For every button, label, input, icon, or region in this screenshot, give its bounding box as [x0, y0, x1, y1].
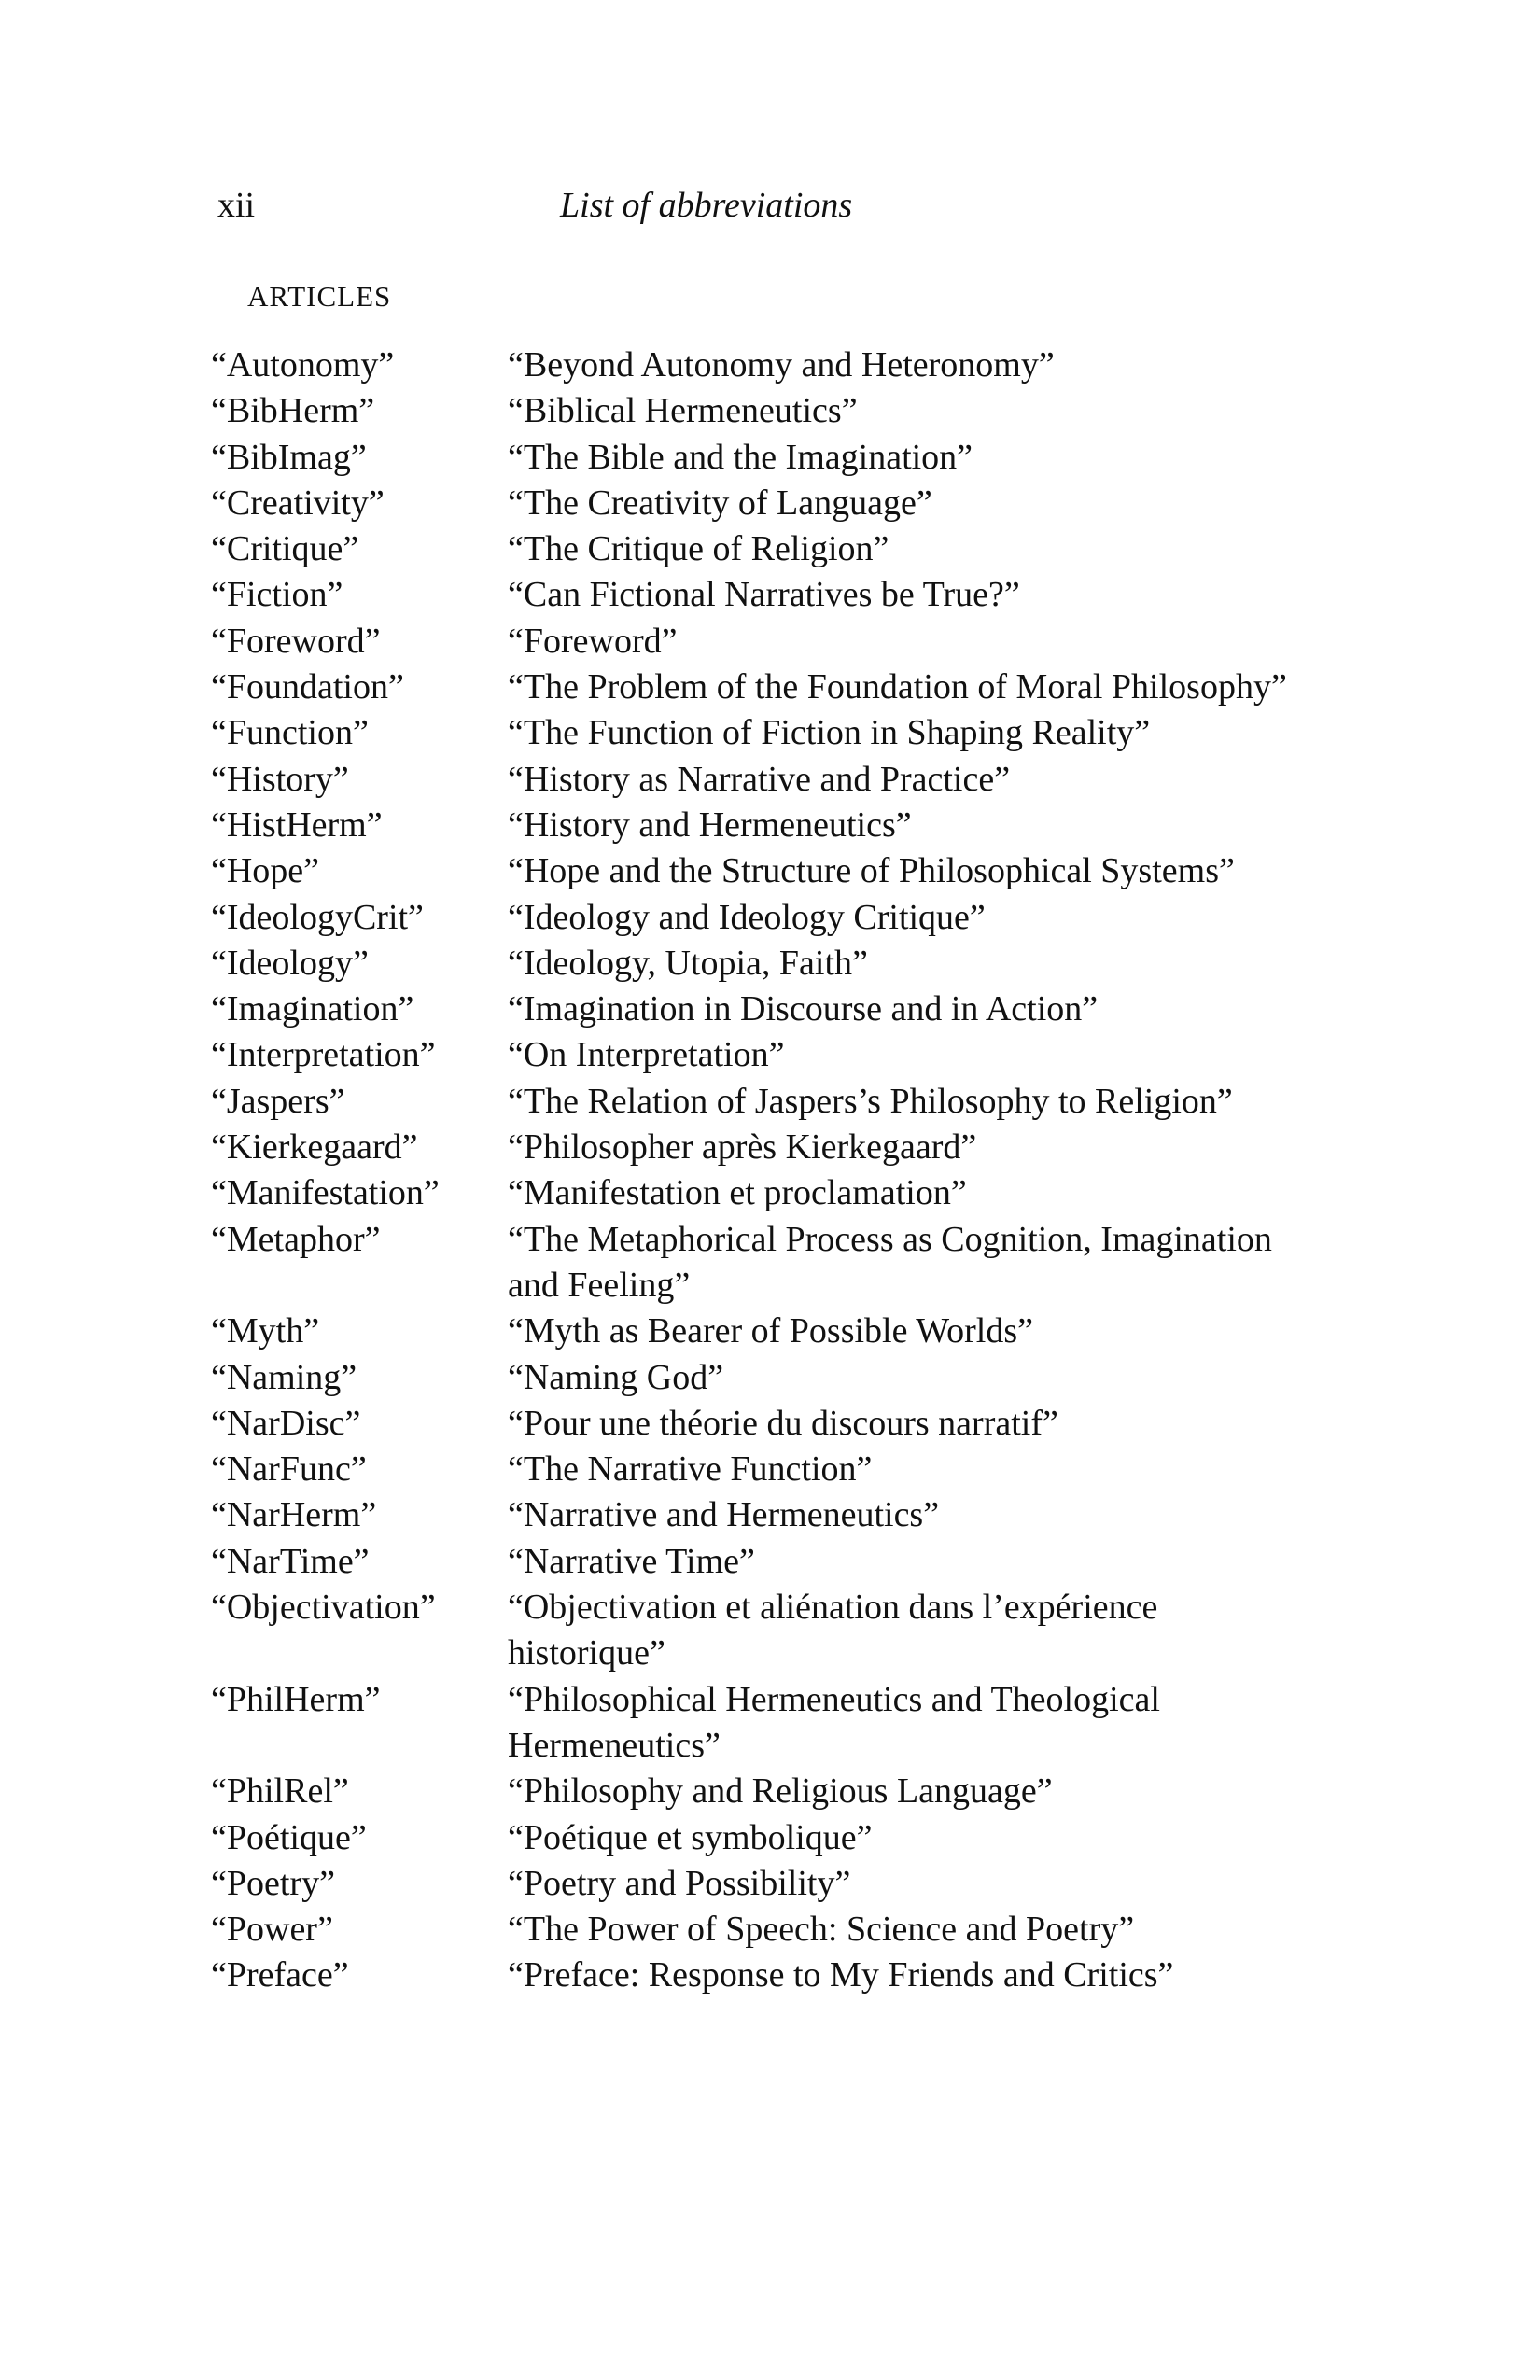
article-title: “The Function of Fiction in Shaping Reality”: [508, 713, 1151, 753]
list-item: [211, 941, 1331, 987]
list-item: [211, 1907, 1331, 1953]
abbreviation: “Fiction”: [211, 575, 343, 615]
list-item: [211, 1170, 1331, 1216]
abbreviation: “HistHerm”: [211, 805, 383, 845]
list-item: [211, 803, 1331, 848]
article-title: “Objectivation et aliénation dans l’expérience historique”: [508, 1588, 1158, 1673]
list-item: [211, 1309, 1331, 1354]
list-item: [211, 526, 1331, 572]
article-title: “Poetry and Possibility”: [508, 1863, 851, 1903]
abbreviation: “Poétique”: [211, 1817, 367, 1857]
article-title: “Philosophical Hermeneutics and Theological Hermeneutics”: [508, 1679, 1160, 1765]
abbreviation: “Hope”: [211, 851, 320, 891]
list-item: [211, 1355, 1331, 1401]
article-title: “Naming God”: [508, 1357, 724, 1397]
abbreviation: “Interpretation”: [211, 1035, 436, 1075]
list-item: [211, 619, 1331, 665]
list-item: [211, 1079, 1331, 1125]
list-item: [211, 665, 1331, 710]
abbreviation: “Power”: [211, 1910, 333, 1950]
abbreviation: “Creativity”: [211, 483, 385, 523]
article-title: “Biblical Hermeneutics”: [508, 391, 858, 431]
abbreviation: “PhilRel”: [211, 1771, 349, 1812]
list-item: [211, 987, 1331, 1032]
list-item: [211, 1447, 1331, 1492]
article-title: “The Metaphorical Process as Cognition, Imagination and Feeling”: [508, 1219, 1272, 1305]
article-title: “The Creativity of Language”: [508, 483, 932, 523]
abbreviation: “History”: [211, 759, 349, 799]
abbreviation: “NarDisc”: [211, 1403, 361, 1443]
article-title: “Myth as Bearer of Possible Worlds”: [508, 1311, 1033, 1351]
abbreviation: “NarHerm”: [211, 1495, 377, 1535]
list-item: [211, 757, 1331, 803]
article-title: “Preface: Response to My Friends and Critics”: [508, 1955, 1174, 1995]
list-item: [211, 1539, 1331, 1585]
list-item: [211, 1032, 1331, 1078]
article-title: “Narrative Time”: [508, 1541, 755, 1581]
abbreviation: “Foreword”: [211, 621, 381, 661]
article-title: “The Relation of Jaspers’s Philosophy to Religion”: [508, 1081, 1233, 1121]
abbreviation: “NarFunc”: [211, 1449, 367, 1490]
article-title: “History and Hermeneutics”: [508, 805, 912, 845]
abbreviation: “Poetry”: [211, 1863, 335, 1903]
list-item: [211, 572, 1331, 618]
abbreviation-list: [211, 343, 1331, 1999]
abbreviation: “Manifestation”: [211, 1173, 440, 1213]
article-title: “Ideology and Ideology Critique”: [508, 897, 986, 937]
article-title: “The Bible and the Imagination”: [508, 437, 973, 477]
list-item: [211, 895, 1331, 941]
page-number: xii: [217, 186, 256, 225]
article-title: “Philosophy and Religious Language”: [508, 1771, 1053, 1812]
list-item: [211, 1125, 1331, 1170]
article-title: “Imagination in Discourse and in Action”: [508, 989, 1099, 1029]
abbreviation: “Jaspers”: [211, 1081, 345, 1121]
abbreviation: “BibImag”: [211, 437, 367, 477]
list-item: [211, 1953, 1331, 1998]
list-item: [211, 435, 1331, 481]
article-title: “Hope and the Structure of Philosophical Systems”: [508, 851, 1235, 891]
article-title: “Pour une théorie du discours narratif”: [508, 1403, 1058, 1443]
list-item: [211, 343, 1331, 388]
abbreviation: “Critique”: [211, 529, 359, 569]
abbreviation: “Ideology”: [211, 943, 369, 983]
article-title: “Poétique et symbolique”: [508, 1817, 873, 1857]
abbreviation: “Kierkegaard”: [211, 1127, 418, 1168]
abbreviation: “Function”: [211, 713, 369, 753]
article-title: “The Power of Speech: Science and Poetry”: [508, 1910, 1135, 1950]
abbreviation: “Autonomy”: [211, 345, 395, 385]
abbreviation: “PhilHerm”: [211, 1679, 381, 1719]
list-item: [211, 1815, 1331, 1861]
list-item: [211, 1677, 1331, 1770]
article-title: “Narrative and Hermeneutics”: [508, 1495, 940, 1535]
article-title: “Philosopher après Kierkegaard”: [508, 1127, 977, 1168]
article-title: “History as Narrative and Practice”: [508, 759, 1011, 799]
abbreviation: “IdeologyCrit”: [211, 897, 424, 937]
abbreviation: “BibHerm”: [211, 391, 375, 431]
article-title: “The Critique of Religion”: [508, 529, 889, 569]
list-item: [211, 388, 1331, 434]
abbreviation: “Foundation”: [211, 667, 404, 707]
article-title: “Manifestation et proclamation”: [508, 1173, 967, 1213]
article-title: “Ideology, Utopia, Faith”: [508, 943, 868, 983]
abbreviation: “Naming”: [211, 1357, 357, 1397]
abbreviation: “Preface”: [211, 1955, 349, 1995]
abbreviation: “Metaphor”: [211, 1219, 381, 1259]
article-title: “Foreword”: [508, 621, 678, 661]
list-item: [211, 1492, 1331, 1538]
list-item: [211, 481, 1331, 526]
abbreviation: “Objectivation”: [211, 1588, 436, 1628]
list-item: [211, 848, 1331, 894]
section-heading: ARTICLES: [247, 280, 392, 313]
article-title: “The Narrative Function”: [508, 1449, 873, 1490]
list-item: [211, 1217, 1331, 1309]
abbreviation: “NarTime”: [211, 1541, 370, 1581]
article-title: “Beyond Autonomy and Heteronomy”: [508, 345, 1055, 385]
abbreviation: “Imagination”: [211, 989, 414, 1029]
article-title: “The Problem of the Foundation of Moral Philosophy”: [508, 667, 1287, 707]
list-item: [211, 1769, 1331, 1814]
list-item: [211, 1585, 1331, 1677]
list-item: [211, 1401, 1331, 1447]
abbreviation: “Myth”: [211, 1311, 320, 1351]
article-title: “Can Fictional Narratives be True?”: [508, 575, 1020, 615]
list-item: [211, 1861, 1331, 1907]
list-item: [211, 710, 1331, 756]
article-title: “On Interpretation”: [508, 1035, 785, 1075]
running-title: List of abbreviations: [560, 186, 853, 225]
